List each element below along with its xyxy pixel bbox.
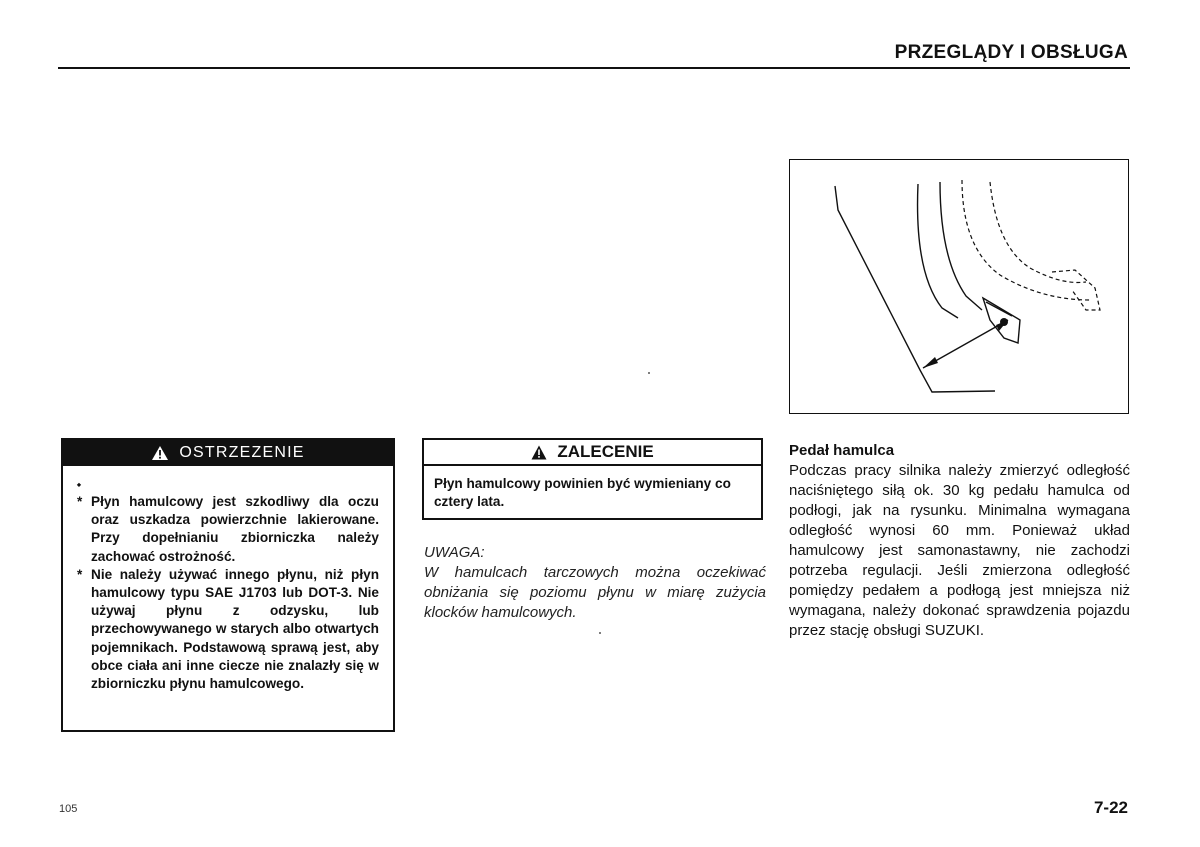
note-block (424, 543, 766, 623)
recommendation-box (422, 438, 763, 520)
warning-mark: ⬩ (77, 479, 81, 491)
note-text: W hamulcach tarczowych można oczekiwać obniżania się poziomu płynu w miarę zużycia klocków hamulcowych. (424, 564, 766, 621)
scan-speck (648, 372, 650, 374)
bullet-star: * (77, 494, 83, 509)
scan-speck (599, 632, 601, 634)
warning-heading-text: OSTRZEZENIE (179, 444, 305, 461)
warning-box (61, 438, 395, 732)
brake-pedal-section (789, 441, 1130, 641)
page-number-scan: 105 (59, 803, 78, 815)
warning-triangle-icon (531, 445, 547, 460)
warning-item-text: Płyn hamulcowy jest szkodliwy dla oczu oraz uszkadza powierzchnie lakierowane. Przy dopełnianiu zbiorniczka należy zachować ostrożność. (91, 494, 379, 564)
brake-pedal-illustration (790, 160, 1127, 412)
section-title: PRZEGLĄDY I OBSŁUGA (894, 42, 1128, 63)
warning-triangle-icon (151, 445, 169, 461)
warning-item (77, 493, 379, 566)
warning-item-text: Nie należy używać innego płynu, niż płyn hamulcowy typu SAE J1703 lub DOT-3. Nie używaj płynu z odzysku, lub przechowywanego w starych albo otwartych pojemnikach. Podstawową sprawą jest, aby obce ciała ani inne ciecze nie znalazły się w zbiorniczku płynu hamulcowego. (91, 566, 379, 692)
recommendation-text: Płyn hamulcowy powinien być wymieniany co cztery lata. (434, 476, 731, 509)
warning-heading (63, 440, 393, 466)
brake-pedal-title: Pedał hamulca (789, 442, 895, 459)
page-number: 7-22 (1093, 798, 1128, 817)
recommendation-heading-text: ZALECENIE (557, 442, 654, 461)
brake-pedal-text: Podczas pracy silnika należy zmierzyć odległość naciśniętego siłą ok. 30 kg pedału hamulca od podłogi, jak na rysunku. Minimalna wymagana odległość wynosi 60 mm. Ponieważ układ hamulcowy jest samonastawny, nie zachodzi potrzeba regulacji. Jeśli zmierzona odległość pomiędzy pedałem a podłogą jest mniejsza niż wymagana, należy dokonać sprawdzenia pojazdu przez stację obsługi SUZUKI. (789, 462, 1130, 639)
recommendation-heading (424, 440, 761, 466)
warning-body (63, 466, 393, 693)
note-label: UWAGA: (424, 544, 485, 561)
bullet-star: * (77, 566, 83, 582)
header-rule (58, 67, 1130, 69)
brake-pedal-figure (789, 159, 1129, 414)
warning-item (77, 566, 379, 693)
